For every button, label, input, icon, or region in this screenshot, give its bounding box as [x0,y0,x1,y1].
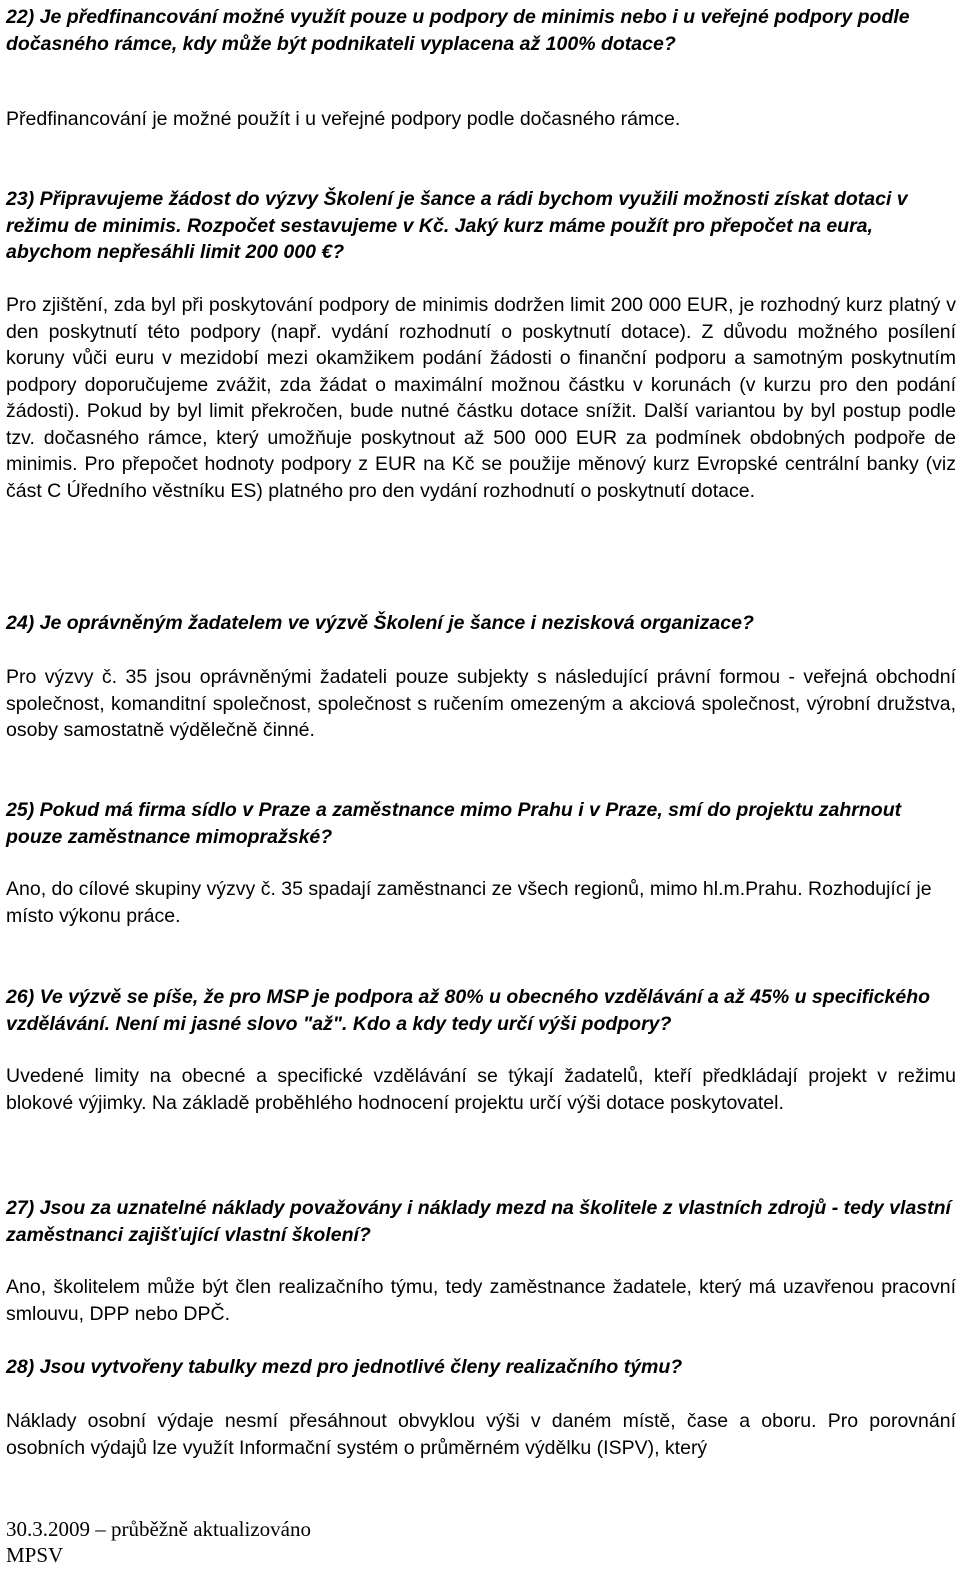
answer-23: Pro zjištění, zda byl při poskytování podpory de minimis dodržen limit 200 000 EUR, je rozhodný kurz platný v den poskytnutí této podpory (např. vydání rozhodnutí o poskytnutí dotace). Z důvodu možného posílení koruny vůči euru v mezidobí mezi okamžikem podání žádosti o finanční podporu a samotným poskytnutím podpory doporučujeme zvážit, zda žádat o maximální možnou částku v korunách (v kurzu pro den podání žádosti). Pokud by byl limit překročen, bude nutné částku dotace snížit. Další variantou by byl postup podle tzv. dočasného rámce, který umožňuje poskytnout až 500 000 EUR za podmínek obdobných podpoře de minimis. Pro přepočet hodnoty podpory z EUR na Kč se použije měnový kurz Evropské centrální banky (viz část C Úředního věstníku ES) platného pro den vydání rozhodnutí o poskytnutí dotace. [6,294,956,502]
question-26: 26) Ve výzvě se píše, že pro MSP je podpora až 80% u obecného vzdělávání a až 45% u specifického vzdělávání. Není mi jasné slovo "až". Kdo a kdy tedy určí výši podpory? [6,986,931,1035]
answer-25: Ano, do cílové skupiny výzvy č. 35 spadají zaměstnanci ze všech regionů, mimo hl.m.Prahu. Rozhodující je místo výkonu práce. [6,878,932,927]
footer-org: MPSV [6,1543,64,1567]
question-28: 28) Jsou vytvořeny tabulky mezd pro jednotlivé členy realizačního týmu? [6,1356,683,1378]
question-27: 27) Jsou za uznatelné náklady považovány i náklady mezd na školitele z vlastních zdrojů - tedy vlastní zaměstnanci zajišťující vlastní školení? [6,1197,951,1246]
answer-27: Ano, školitelem může být člen realizačního týmu, tedy zaměstnance žadatele, který má uzavřenou pracovní smlouvu, DPP nebo DPČ. [6,1276,956,1325]
question-22: 22) Je předfinancování možné využít pouze u podpory de minimis nebo i u veřejné podpory podle dočasného rámce, kdy může být podnikateli vyplacena až 100% dotace? [6,6,910,55]
question-25: 25) Pokud má firma sídlo v Praze a zaměstnance mimo Prahu i v Praze, smí do projektu zahrnout pouze zaměstnance mimopražské? [6,799,902,848]
question-23: 23) Připravujeme žádost do výzvy Školení je šance a rádi bychom využili možnosti získat dotaci v režimu de minimis. Rozpočet sestavujeme v Kč. Jaký kurz máme použít pro přepočet na eura, abychom nepřesáhli limit 200 000 €? [6,188,908,263]
footer-date: 30.3.2009 – průběžně aktualizováno [6,1517,311,1541]
answer-22: Předfinancování je možné použít i u veřejné podpory podle dočasného rámce. [6,108,681,130]
answer-26: Uvedené limity na obecné a specifické vzdělávání se týkají žadatelů, kteří předkládají projekt v režimu blokové výjimky. Na základě proběhlého hodnocení projektu určí výši dotace poskytovatel. [6,1065,956,1114]
question-24: 24) Je oprávněným žadatelem ve výzvě Školení je šance i nezisková organizace? [6,612,754,634]
answer-28: Náklady osobní výdaje nesmí přesáhnout obvyklou výši v daném místě, čase a oboru. Pro porovnání osobních výdajů lze využít Informační systém o průměrném výdělku (ISPV), který [6,1410,956,1459]
answer-24: Pro výzvy č. 35 jsou oprávněnými žadateli pouze subjekty s následující právní formou - veřejná obchodní společnost, komanditní společnost, společnost s ručením omezeným a akciová společnost, výrobní družstva, osoby samostatně výdělečně činné. [6,666,956,741]
